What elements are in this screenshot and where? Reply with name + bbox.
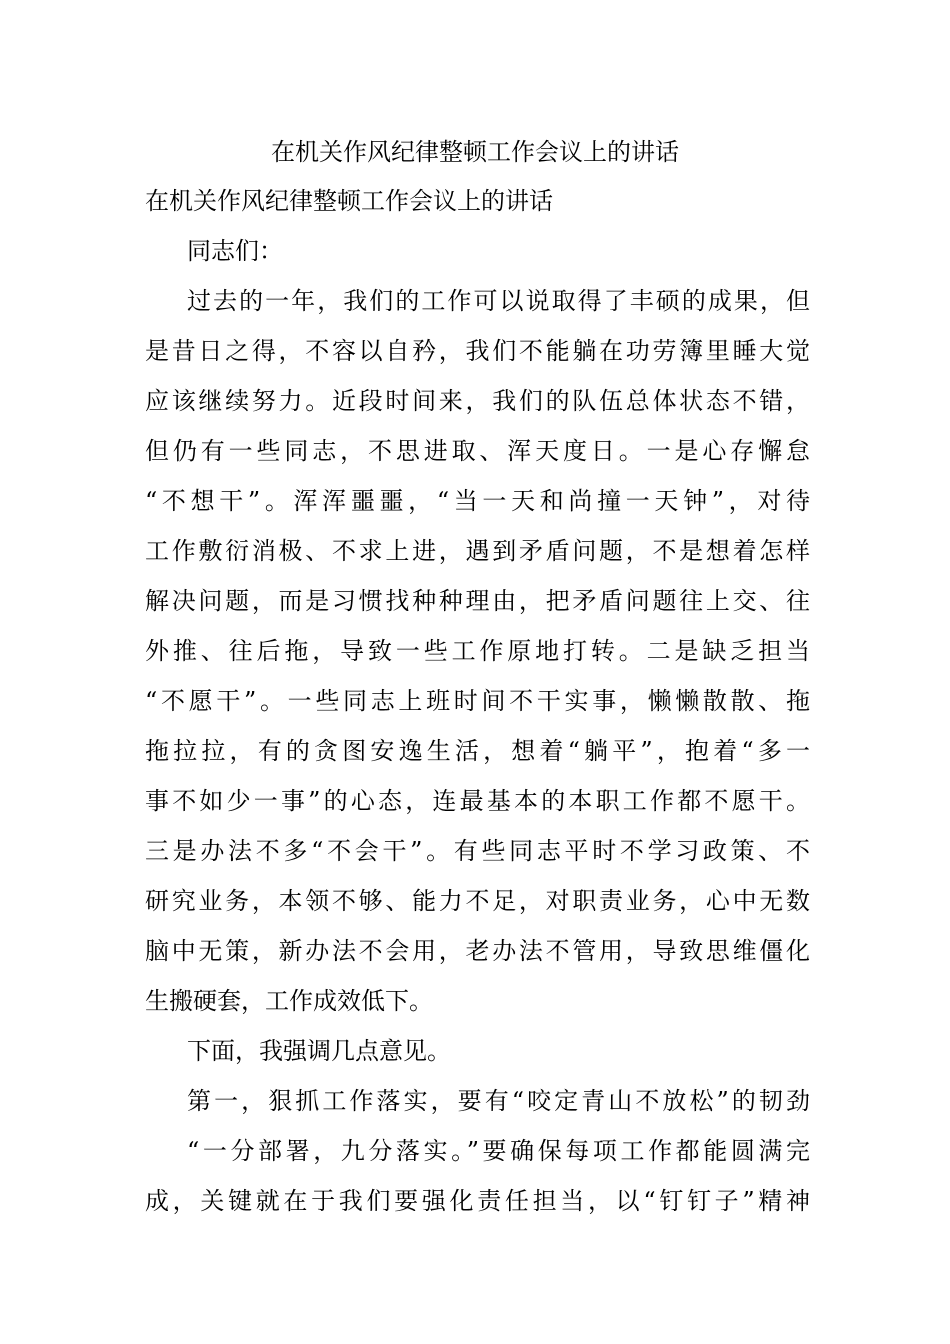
text-line: 生搬硬套，工作成效低下。 bbox=[145, 987, 433, 1015]
text-line: 是昔日之得，不容以自矜，我们不能躺在功劳簿里睡大觉 bbox=[145, 337, 810, 365]
text-line: 应该继续努力。近段时间来，我们的队伍总体状态不错， bbox=[145, 387, 810, 415]
text-line: 过去的一年，我们的工作可以说取得了丰硕的成果，但 bbox=[187, 287, 810, 315]
text-line: 事不如少一事”的心态，连最基本的本职工作都不愿干。 bbox=[145, 787, 810, 815]
document-body bbox=[145, 229, 810, 1229]
text-line: 三是办法不多“不会干”。有些同志平时不学习政策、不 bbox=[145, 837, 810, 865]
text-line: “一分部署，九分落实。”要确保每项工作都能圆满完 bbox=[187, 1137, 810, 1165]
text-line: 拖拉拉，有的贪图安逸生活，想着“躺平”，抱着“多一 bbox=[145, 737, 810, 765]
text-line: 同志们： bbox=[187, 237, 283, 265]
text-line: “不想干”。浑浑噩噩，“当一天和尚撞一天钟”，对待 bbox=[145, 487, 810, 515]
text-line: 第一，狠抓工作落实，要有“咬定青山不放松”的韧劲 bbox=[187, 1087, 810, 1115]
text-line: 成，关键就在于我们要强化责任担当，以“钉钉子”精神 bbox=[145, 1187, 810, 1215]
document-subtitle: 在机关作风纪律整顿工作会议上的讲话 bbox=[145, 187, 553, 215]
document-title: 在机关作风纪律整顿工作会议上的讲话 bbox=[271, 138, 679, 166]
text-line: “不愿干”。一些同志上班时间不干实事，懒懒散散、拖 bbox=[145, 687, 810, 715]
text-line: 工作敷衍消极、不求上进，遇到矛盾问题，不是想着怎样 bbox=[145, 537, 810, 565]
text-line: 脑中无策，新办法不会用，老办法不管用，导致思维僵化 bbox=[145, 937, 810, 965]
text-line: 但仍有一些同志，不思进取、浑天度日。一是心存懈怠 bbox=[145, 437, 810, 465]
text-line: 研究业务，本领不够、能力不足，对职责业务，心中无数 bbox=[145, 887, 810, 915]
text-line: 下面，我强调几点意见。 bbox=[187, 1037, 451, 1065]
text-line: 外推、往后拖，导致一些工作原地打转。二是缺乏担当 bbox=[145, 637, 810, 665]
text-line: 解决问题，而是习惯找种种理由，把矛盾问题往上交、往 bbox=[145, 587, 810, 615]
